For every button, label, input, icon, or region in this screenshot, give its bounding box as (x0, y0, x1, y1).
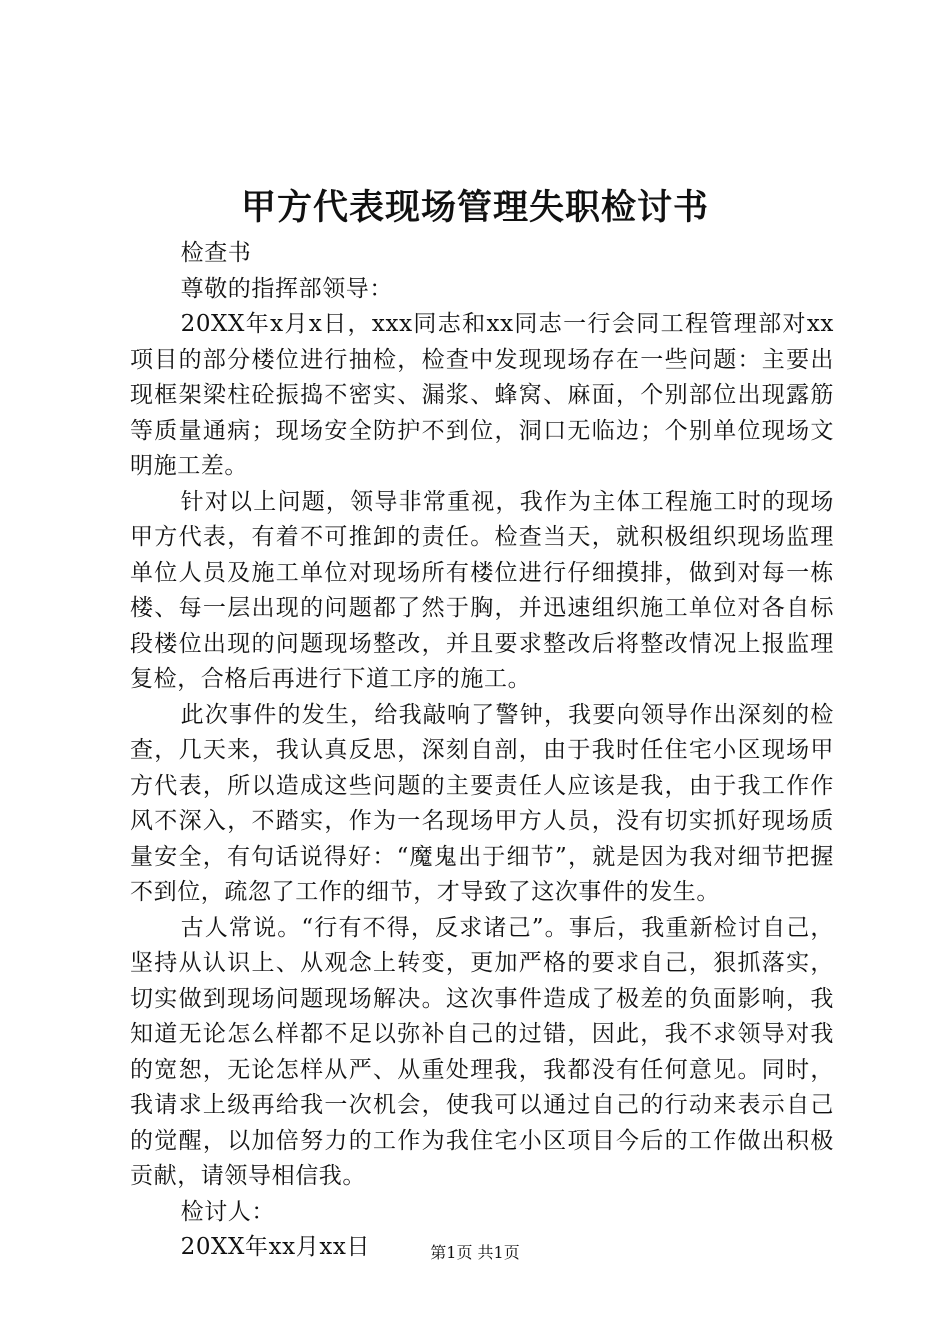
paragraph: 20XX年x月x日，xxx同志和xx同志一行会同工程管理部对xx项目的部分楼位进行抽检，检查中发现现场存在一些问题：主要出现框架梁柱砼振捣不密实、漏浆、蜂窝、麻面，个别部位出现露筋等质量通病；现场安全防护不到位，洞口无临边；个别单位现场文明施工差。 (130, 311, 834, 479)
signature-label: 检讨人： (180, 1198, 275, 1225)
heading-line: 检查书 (180, 240, 252, 266)
paragraph: 针对以上问题，领导非常重视，我作为主体工程施工时的现场甲方代表，有着不可推卸的责任。检查当天，就积极组织现场监理单位人员及施工单位对现场所有楼位进行仔细摸排，做到对每一栋楼、每一层出现的问题都了然于胸，并迅速组织施工单位对各自标段楼位出现的问题现场整改，并且要求整改后将整改情况上报监理复检，合格后再进行下道工序的施工。 (130, 488, 834, 692)
paragraph: 古人常说。“行有不得，反求诸己”。事后，我重新检讨自己，坚持从认识上、从观念上转变，更加严格的要求自己，狠抓落实，切实做到现场问题现场解决。这次事件造成了极差的负面影响，我知道无论怎么样都不足以弥补自己的过错，因此，我不求领导对我的宽恕，无论怎样从严、从重处理我，我都没有任何意见。同时，我请求上级再给我一次机会，使我可以通过自己的行动来表示自己的觉醒，以加倍努力的工作为我住宅小区项目今后的工作做出积极贡献，请领导相信我。 (130, 914, 834, 1189)
page-footer: 第1页 共1页 (430, 1243, 520, 1262)
salutation: 尊敬的指挥部领导： (180, 275, 393, 302)
paragraph: 此次事件的发生，给我敲响了警钟，我要向领导作出深刻的检查，几天来，我认真反思，深刻自剖，由于我时任住宅小区现场甲方代表，所以造成这些问题的主要责任人应该是我，由于我工作作风不深入，不踏实，作为一名现场甲方人员，没有切实抓好现场质量安全，有句话说得好：“魔鬼出于细节”，就是因为我对细节把握不到位，疏忽了工作的细节，才导致了这次事件的发生。 (130, 701, 834, 905)
document-body (130, 236, 834, 1266)
signature-date: 20XX年xx月xx日 (180, 1234, 371, 1260)
document-title: 甲方代表现场管理失职检讨书 (240, 187, 709, 228)
